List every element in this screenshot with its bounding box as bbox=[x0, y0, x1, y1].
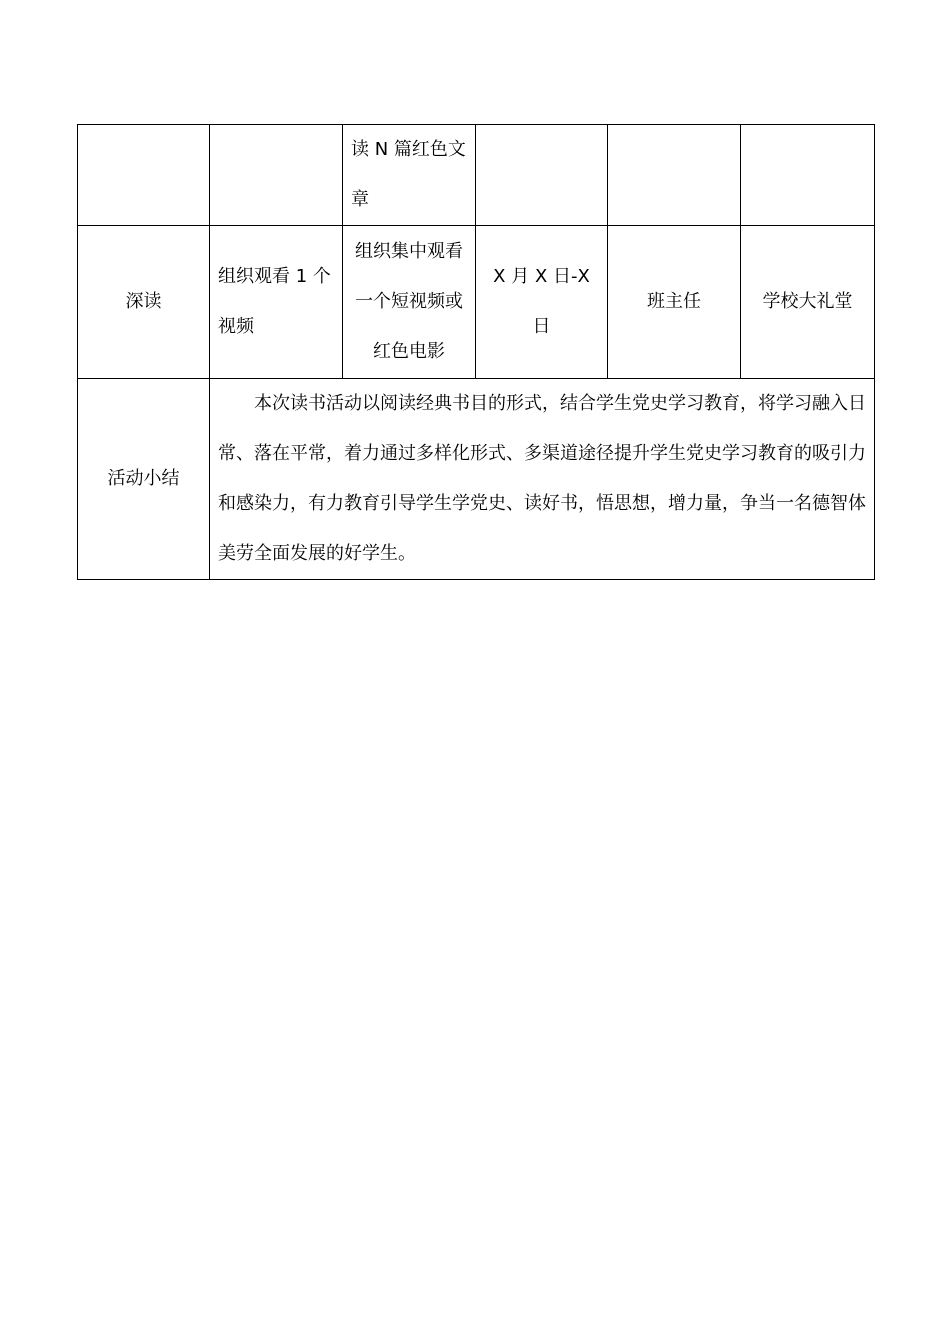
table-cell-stage bbox=[78, 125, 210, 226]
table-cell-location bbox=[741, 125, 875, 226]
table-cell-content: 组织集中观看一个短视频或红色电影 bbox=[343, 226, 476, 379]
table-cell-time: X 月 X 日-X 日 bbox=[476, 226, 608, 379]
table-row bbox=[78, 125, 875, 226]
table-row bbox=[78, 226, 875, 379]
table-cell-content: 读 N 篇红色文章 bbox=[343, 125, 476, 226]
summary-label: 活动小结 bbox=[78, 379, 210, 580]
activity-plan-table bbox=[77, 124, 875, 580]
table-cell-stage: 深读 bbox=[78, 226, 210, 379]
table-cell-time bbox=[476, 125, 608, 226]
table-cell-activity bbox=[210, 125, 343, 226]
table-row-summary bbox=[78, 379, 875, 580]
summary-text: 本次读书活动以阅读经典书目的形式，结合学生党史学习教育，将学习融入日常、落在平常，着力通过多样化形式、多渠道途径提升学生党史学习教育的吸引力和感染力，有力教育引导学生学党史、读好书，悟思想，增力量，争当一名德智体美劳全面发展的好学生。 bbox=[210, 379, 875, 580]
table-cell-person: 班主任 bbox=[608, 226, 741, 379]
table-cell-person bbox=[608, 125, 741, 226]
table-cell-location: 学校大礼堂 bbox=[741, 226, 875, 379]
table-cell-activity: 组织观看 1 个视频 bbox=[210, 226, 343, 379]
